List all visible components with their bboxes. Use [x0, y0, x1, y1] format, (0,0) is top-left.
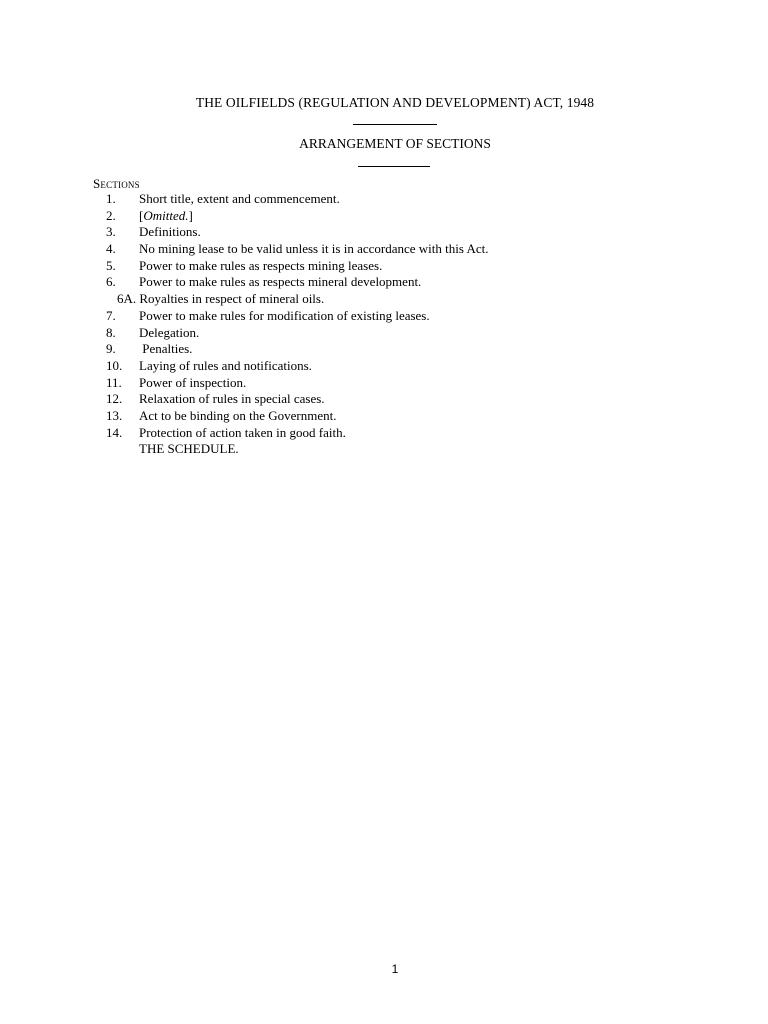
- toc-item-text: Power to make rules for modification of existing leases.: [139, 307, 430, 323]
- toc-item-text: Protection of action taken in good faith.: [139, 424, 346, 440]
- bracket-close: ]: [188, 207, 193, 223]
- toc-item-number: 10.: [106, 357, 123, 373]
- title-underline: [353, 124, 437, 125]
- document-subtitle: ARRANGEMENT OF SECTIONS: [299, 136, 491, 151]
- toc-item-text: THE SCHEDULE.: [139, 441, 239, 457]
- toc-item-number: 7.: [106, 307, 116, 323]
- omitted-text: Omitted.: [143, 207, 189, 223]
- toc-item-14: [0, 425, 768, 442]
- toc-item-6: [0, 274, 768, 291]
- toc-item-12: [0, 391, 768, 408]
- toc-item-3: [0, 224, 768, 241]
- toc-item-4: [0, 241, 768, 258]
- toc-item-8: [0, 325, 768, 342]
- toc-item-schedule: [0, 441, 768, 458]
- toc-item-number: 14.: [106, 424, 123, 440]
- toc-item-5: [0, 258, 768, 275]
- toc-item-number: 11.: [106, 374, 122, 390]
- toc-item-number: 2.: [106, 207, 116, 223]
- toc-item-number: 1.: [106, 191, 116, 206]
- toc-item-text: Act to be binding on the Government.: [139, 407, 337, 423]
- toc-item-text: Power to make rules as respects mining leases.: [139, 257, 383, 273]
- toc-item-text: [139, 208, 193, 225]
- toc-item-9: [0, 341, 768, 358]
- toc-item-text: No mining lease to be valid unless it is in accordance with this Act.: [139, 241, 489, 257]
- toc-item-number: 4.: [106, 241, 116, 257]
- toc-item-1: [0, 191, 768, 208]
- page-number: 1: [391, 962, 399, 976]
- toc-item-text: Delegation.: [139, 324, 200, 340]
- bracket-open: [: [139, 207, 144, 223]
- toc-item-text: 6A. Royalties in respect of mineral oils.: [117, 291, 325, 307]
- toc-item-10: [0, 358, 768, 375]
- toc-item-text: Penalties.: [139, 341, 193, 357]
- toc-item-number: 6.: [106, 274, 116, 290]
- toc-item-text: Short title, extent and commencement.: [139, 191, 340, 206]
- document-title: THE OILFIELDS (REGULATION AND DEVELOPMENT) ACT, 1948: [195, 95, 595, 110]
- toc-item-number: 13.: [106, 407, 123, 423]
- toc-item-text: Laying of rules and notifications.: [139, 357, 312, 373]
- toc-item-number: 3.: [106, 224, 116, 240]
- toc-item-text: Power of inspection.: [139, 374, 247, 390]
- subtitle-underline: [358, 166, 430, 167]
- table-of-contents: [0, 191, 768, 458]
- toc-item-13: [0, 408, 768, 425]
- toc-item-7: [0, 308, 768, 325]
- toc-item-6a: [0, 291, 768, 308]
- toc-item-number: 5.: [106, 257, 116, 273]
- toc-item-11: [0, 375, 768, 392]
- toc-item-number: 9.: [106, 341, 116, 357]
- toc-item-number: 8.: [106, 324, 116, 340]
- toc-item-text: Definitions.: [139, 224, 201, 240]
- toc-item-number: 12.: [106, 391, 123, 407]
- sections-label: Sections: [93, 176, 140, 191]
- toc-item-text: Power to make rules as respects mineral development.: [139, 274, 422, 290]
- toc-item-2: [0, 208, 768, 225]
- toc-item-text: Relaxation of rules in special cases.: [139, 391, 325, 407]
